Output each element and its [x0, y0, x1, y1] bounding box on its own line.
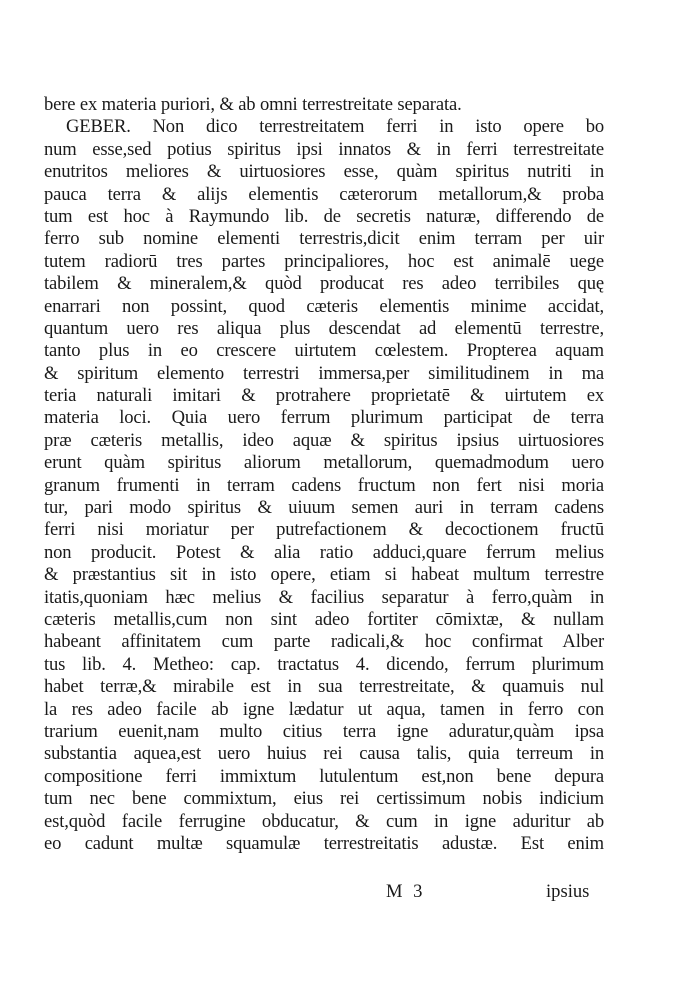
text-line: pauca terra & alijs elementis cæterorum metallorum,& proba — [44, 183, 604, 205]
text-line: cæteris metallis,cum non sint adeo fortiter cōmixtæ, & nullam — [44, 608, 604, 630]
text-line: trarium euenit,nam multo citius terra igne aduratur,quàm ipsa — [44, 720, 604, 742]
text-line: itatis,quoniam hæc melius & facilius separatur à ferro,quàm in — [44, 586, 604, 608]
text-line: num esse,sed potius spiritus ipsi innatos & in ferri terrestreitate — [44, 138, 604, 160]
text-line: tabilem & mineralem,& quòd producat res adeo terribiles quę — [44, 273, 604, 295]
text-line: granum frumenti in terram cadens fructum non fert nisi moria — [44, 474, 604, 496]
text-line: bere ex materia puriori, & ab omni terrestreitate separata. — [44, 94, 462, 115]
page-footer — [0, 880, 690, 904]
text-line: GEBER. Non dico terrestreitatem ferri in isto opere bo — [66, 116, 604, 138]
text-line: non producit. Potest & alia ratio adduci,quare ferrum melius — [44, 541, 604, 563]
text-line: eo cadunt multæ squamulæ terrestreitatis adustæ. Est enim — [44, 832, 604, 854]
body-text — [44, 94, 604, 855]
text-line: tutem radiorū tres partes principaliores, hoc est animalē uege — [44, 250, 604, 272]
text-line: præ cæteris metallis, ideo aquæ & spiritus ipsius uirtuosiores — [44, 429, 604, 451]
text-line: habet terræ,& mirabile est in sua terrestreitate, & quamuis nul — [44, 676, 604, 698]
text-line: compositione ferri immixtum lutulentum est,non bene depura — [44, 765, 604, 787]
text-line: ferro sub nomine elementi terrestris,dicit enim terram per uir — [44, 228, 604, 250]
text-line: habeant affinitatem cum parte radicali,& hoc confirmat Alber — [44, 631, 604, 653]
signature-mark: M 3 — [386, 881, 426, 902]
text-line: substantia aquea,est uero huius rei causa talis, quia terreum in — [44, 743, 604, 765]
text-line: est,quòd facile ferrugine obducatur, & cum in igne aduritur ab — [44, 810, 604, 832]
text-line: erunt quàm spiritus aliorum metallorum, quemadmodum uero — [44, 452, 604, 474]
text-line: tum est hoc à Raymundo lib. de secretis naturæ, differendo de — [44, 205, 604, 227]
text-line: tur, pari modo spiritus & uiuum semen auri in terram cadens — [44, 497, 604, 519]
text-line: & spiritum elemento terrestri immersa,per similitudinem in ma — [44, 362, 604, 384]
text-line: tum nec bene commixtum, eius rei certissimum nobis indicium — [44, 788, 604, 810]
text-line: la res adeo facile ab igne lædatur ut aqua, tamen in ferro con — [44, 698, 604, 720]
text-line: teria naturali imitari & protrahere proprietatē & uirtutem ex — [44, 385, 604, 407]
text-line: ferri nisi moriatur per putrefactionem & decoctionem fructū — [44, 519, 604, 541]
catchword: ipsius — [546, 881, 590, 902]
text-line: & præstantius sit in isto opere, etiam si habeat multum terrestre — [44, 564, 604, 586]
text-line: quantum uero res aliqua plus descendat ad elementū terrestre, — [44, 317, 604, 339]
text-line: tus lib. 4. Metheo: cap. tractatus 4. dicendo, ferrum plurimum — [44, 653, 604, 675]
text-line: tanto plus in eo crescere uirtutem cœlestem. Propterea aquam — [44, 340, 604, 362]
text-line: materia loci. Quia uero ferrum plurimum participat de terra — [44, 407, 604, 429]
text-line: enutritos meliores & uirtuosiores esse, quàm spiritus nutriti in — [44, 161, 604, 183]
text-line: enarrari non possint, quod cæteris elementis minime accidat, — [44, 295, 604, 317]
